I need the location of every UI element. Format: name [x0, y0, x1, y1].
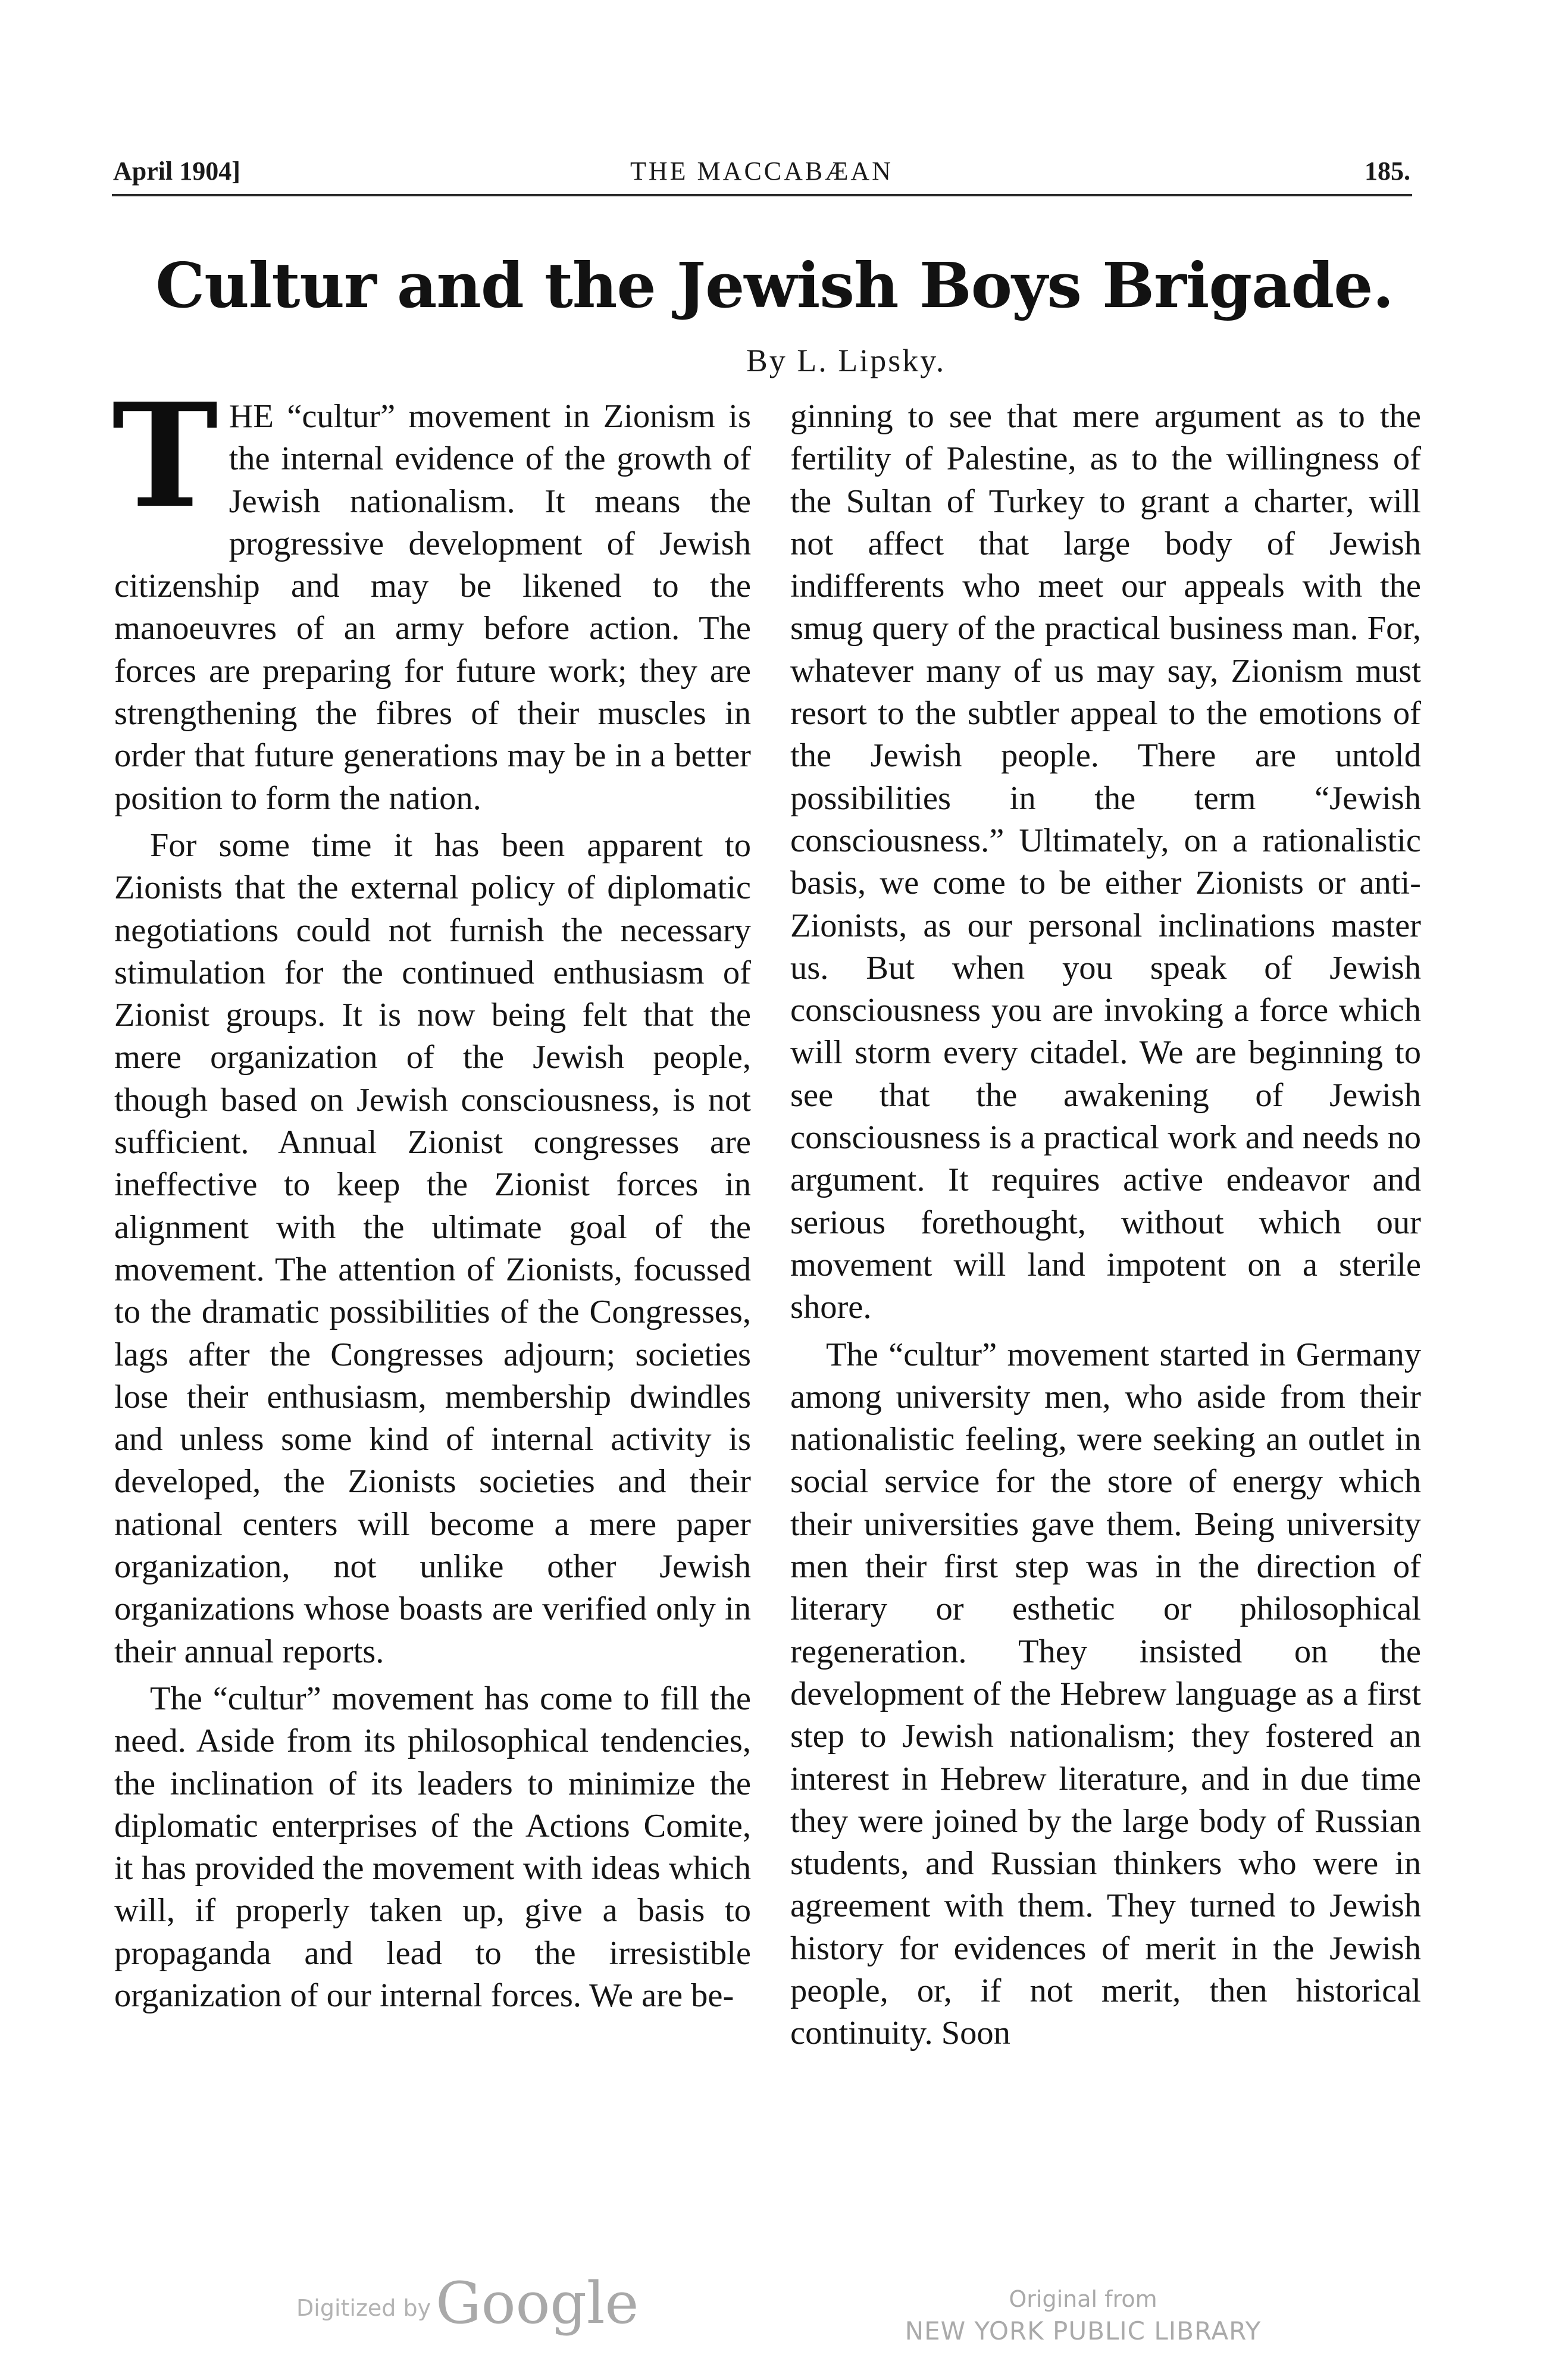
header-page-number: 185.	[1365, 156, 1410, 186]
text-column-left	[112, 372, 751, 2017]
original-from-label: Original from	[1009, 2286, 1157, 2312]
running-header	[113, 156, 1410, 194]
header-journal-title: THE MACCABÆAN	[630, 156, 893, 186]
paragraph: The “cultur” movement started in Germany among university men, who aside from their nationalistic feeling, were seeking an outlet in social service for the store of energy which their universities gave them. Being university men their first step was in the direction of literary or esthetic or philosophical regeneration. They insisted on the development of the Hebrew language as a first step to Jewish nationalism; they fostered an interest in Hebrew literature, and in due time they were joined by the large body of Russian students, and Russian thinkers who were in agreement with them. They turned to Jewish history for evidences of merit in the Jewish people, or, if not merit, then historical continuity. Soon	[790, 1336, 1421, 2052]
article-byline: By L. Lipsky.	[746, 343, 946, 378]
header-rule	[112, 194, 1412, 196]
paragraph-text: HE “cultur” movement in Zionism is the internal evidence of the growth of Jewish nationalism. It means the progressive development of Jewish citizenship and may be likened to the manoeuvres of an army before action. The forces are preparing for future work; they are strengthening the fibres of their muscles in order that future generations may be in a better position to form the nation.	[114, 398, 751, 817]
paragraph: ginning to see that mere argument as to the fertility of Palestine, as to the willingness of the Sultan of Turkey to grant a charter, will not affect that large body of Jewish indifferents who meet our appeals with the smug query of the practical business man. For, whatever many of us may say, Zionism must resort to the subtler appeal to the emotions of the Jewish people. There are untold possibilities in the term “Jewish consciousness.” Ultimately, on a rationalistic basis, we come to be either Zionists or anti-Zionists, as our personal inclinations master us. But when you speak of Jewish consciousness you are invoking a force which will storm every citadel. We are beginning to see that the awakening of Jewish consciousness is a practical work and needs no argument. It requires active endeavor and serious forethought, without which our movement will land impotent on a sterile shore.	[790, 398, 1421, 1326]
text-column-right	[790, 396, 1421, 2055]
article-title: Cultur and the Jewish Boys Brigade.	[155, 249, 1394, 322]
paragraph	[112, 372, 751, 820]
drop-cap: T	[112, 372, 218, 540]
digitized-by-label: Digitized by	[296, 2295, 431, 2321]
digitized-by-watermark	[296, 2270, 639, 2337]
header-date: April 1904]	[113, 156, 240, 186]
library-name: NEW YORK PUBLIC LIBRARY	[905, 2316, 1262, 2345]
source-library-watermark	[875, 2284, 1291, 2348]
google-logo: Google	[436, 2270, 639, 2337]
paragraph: For some time it has been apparent to Zionists that the external policy of diplomatic negotiations could not furnish the necessary stimulation for the continued enthusiasm of Zionist groups. It is now being felt that the mere organization of the Jewish people, though based on Jewish consciousness, is not sufficient. Annual Zionist congresses are ineffective to keep the Zionist forces in alignment with the ultimate goal of the movement. The attention of Zionists, focussed to the dramatic possibilities of the Congresses, lags after the Congresses adjourn; societies lose their enthusiasm, membership dwindles and unless some kind of internal activity is developed, the Zionists societies and their national centers will become a mere paper organization, not unlike other Jewish organizations whose boasts are verified only in their annual reports.	[114, 826, 751, 1670]
paragraph: The “cultur” movement has come to fill the need. Aside from its philosophical tendencies, the inclination of its leaders to minimize the diplomatic enterprises of the Actions Comite, it has provided the movement with ideas which will, if properly taken up, give a basis to propaganda and lead to the irresistible organization of our internal forces. We are be-	[114, 1680, 751, 2014]
